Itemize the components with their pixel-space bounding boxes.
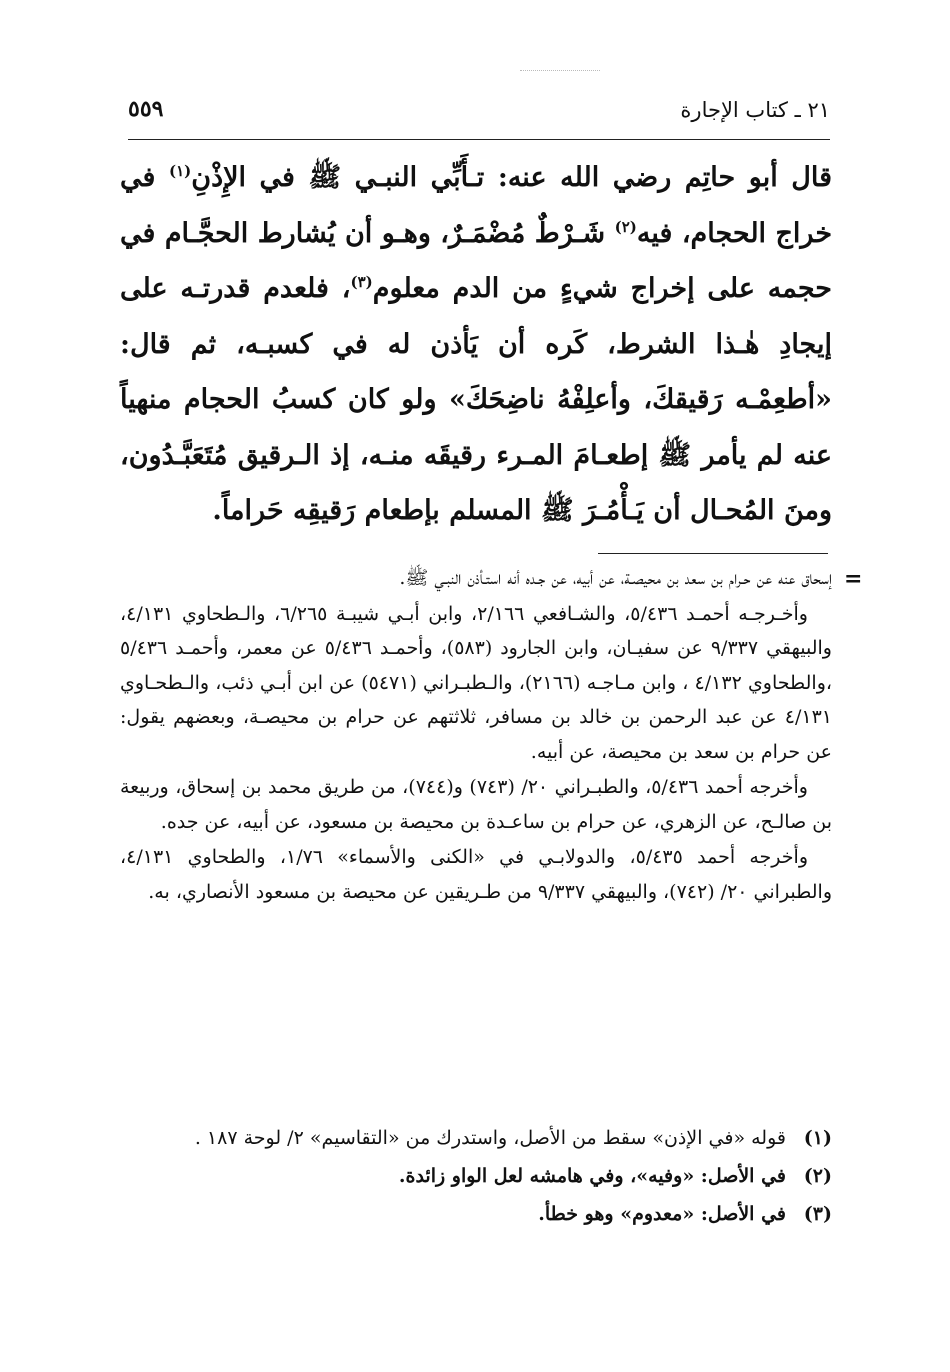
note-paragraph-1: إسحاق عنه عن حـرام بن سعد بن محيصـة، عن أبيه، عن جـده أنه استـأذن النبـي ﷺ.	[399, 567, 832, 589]
scan-artifact	[520, 70, 600, 73]
chapter-title: ٢١ ـ كتاب الإجارة	[680, 98, 830, 122]
footnote-ref-3: (٣)	[350, 273, 373, 291]
text-after-fn1: في خراج الحجام، فيه	[120, 162, 833, 249]
footnote-text: قوله «في الإذن» سقط من الأصل، واستدرك من «التقاسيم» ٢/ لوحة ١٨٧ .	[194, 1127, 786, 1149]
footnote-3	[120, 1195, 832, 1233]
note-paragraph-4: وأخرجه أحمد ٥/٤٣٥، والدولابـي في «الكنى والأسماء» ١/٧٦، والطحاوي ٤/١٣١، والطبراني ٢٠/ (٧٤٢)، والبيهقي ٩/٣٣٧ من طـريقين عن محيصة بن مسعود الأنصاري، به.	[120, 846, 832, 903]
page-header	[128, 94, 830, 134]
footnote-number: (٢)	[803, 1165, 832, 1187]
footnote-list	[120, 1119, 832, 1233]
footnote-divider	[598, 553, 828, 554]
text-after-fn3: ، فلعدم قدرتـه على إيجادِ هٰـذا الشرط، كَره أن يَأذن له في كسبـه، ثم قال: «أطعِمْـه رَقيقكَ، وأعلِفْهُ ناضِحَكَ» ولو كان كسبُ الحجام منهياً عنه لم يأمر ﷺ إطعـامَ المـرء رقيقَه منـه، إذ الـرقيق مُتَعَبَّـدُون، ومنَ المُحـال أن يَـأْمُـرَ ﷺ المسلم بإطعام رَقيقِه حَراماً.	[120, 273, 832, 526]
page-number: ٥٥٩	[128, 96, 164, 122]
footnote-2	[120, 1157, 832, 1195]
header-divider	[128, 139, 830, 140]
note-paragraph-3: وأخرجه أحمد ٥/٤٣٦، والطبـراني ٢٠/ (٧٤٣) و(٧٤٤)، من طريق محمد بن إسحاق، وربيعة بن صالـح، عن الزهري، عن حرام بن ساعـدة بن محيصة بن مسعود، عن أبيه، عن جده.	[120, 776, 832, 833]
main-body-text	[120, 150, 832, 539]
footnote-number: (١)	[803, 1127, 832, 1149]
footnote-text: في الأصل: «وفيه»، وفي هامشه لعل الواو زائدة.	[398, 1165, 786, 1187]
footnote-ref-2: (٢)	[614, 217, 637, 236]
text-before-fn1: قال أبو حاتِم رضي الله عنه: تـأَبِّي النبـي ﷺ في الإِذْنِ	[191, 162, 832, 193]
continuation-mark: =	[844, 566, 863, 592]
footnote-continuation	[120, 561, 832, 910]
footnote-ref-1: (١)	[168, 162, 192, 180]
footnote-text: في الأصل: «معدوم» وهو خطأ.	[538, 1203, 786, 1225]
note-paragraph-2: وأخـرجـه أحمـد ٥/٤٣٦، والشـافعي ٢/١٦٦، وابن أبـي شيبـة ٦/٢٦٥، والـطحاوي ٤/١٣١، والبيهقي ٩/٣٣٧ عن سفيـان، وابن الجارود (٥٨٣)، وأحمـد ٥/٤٣٦ عن معمر، وأحمـد ٥/٤٣٦ ،والطحاوي ٤/١٣٢ ، وابن مـاجـه (٢١٦٦)، والـطبـراني (٥٤٧١) عن ابن أبـي ذئب، والـطحـاوي ٤/١٣١ عن عبد الرحمن بن خالد بن مسافر، ثلاثتهم عن حرام بن محيصـة، وبعضهم يقول: عن حرام بن سعد بن محيصة، عن أبيه.	[120, 602, 832, 763]
text-after-fn2: شَـرْطٌ مُضْمَـرٌ، وهـو أن يُشارط الحجَّـام في حجمه على إخراج شيءٍ من الدم معلوم	[120, 217, 832, 304]
footnote-number: (٣)	[803, 1203, 832, 1225]
main-paragraph	[120, 150, 832, 539]
footnote-1	[120, 1119, 832, 1157]
